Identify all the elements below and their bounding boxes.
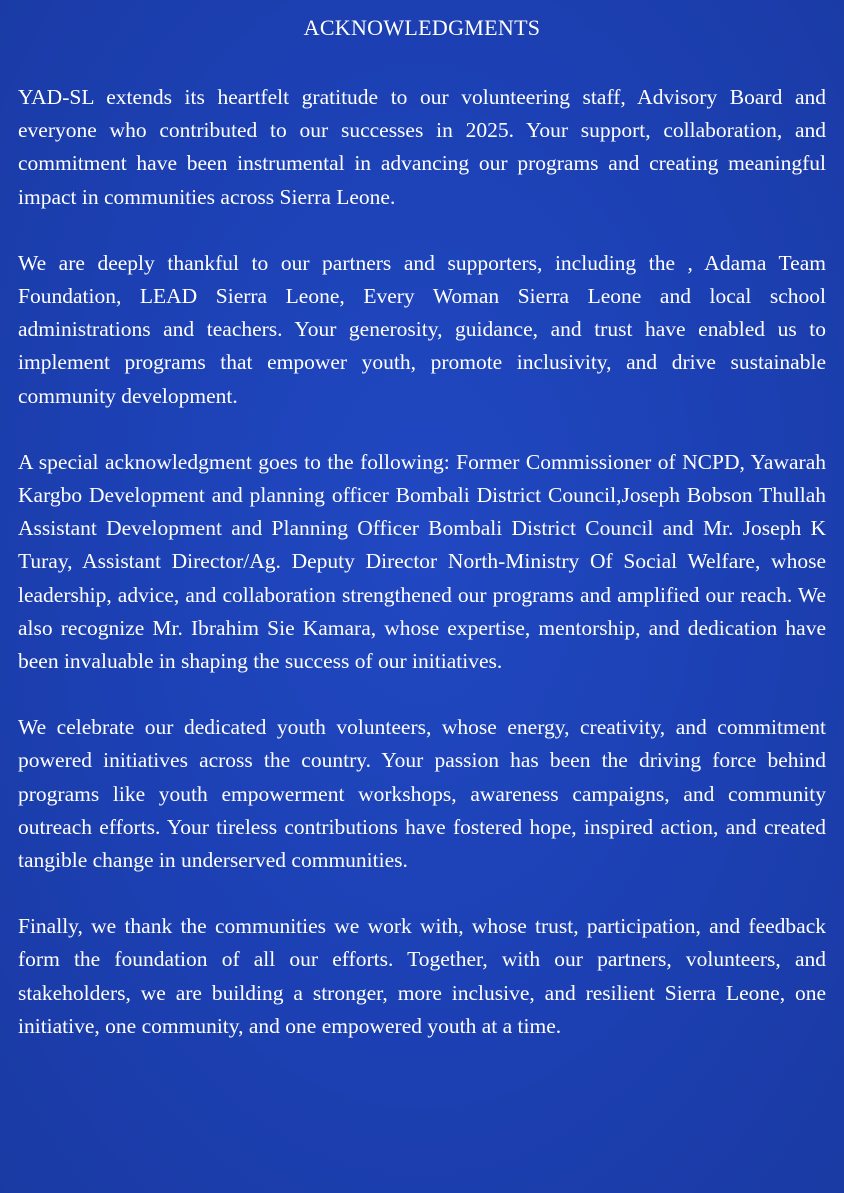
paragraph-gratitude: YAD-SL extends its heartfelt gratitude to our volunteering staff, Advisory Board and everyone who contributed to our successes in 2025. Your support, collaboration, and commitment have been instrumental in advancing our programs and creating meaningful impact in communities across Sierra Leone. [18, 85, 826, 209]
paragraph-communities: Finally, we thank the communities we work with, whose trust, participation, and feedback form the foundation of all our efforts. Together, with our partners, volunteers, and stakeholders, we are building a stronger, more inclusive, and resilient Sierra Leone, one initiative, one community, and one empowered youth at a time. [18, 914, 826, 1038]
paragraph-partners: We are deeply thankful to our partners and supporters, including the , Adama Team Foundation, LEAD Sierra Leone, Every Woman Sierra Leone and local school administrations and teachers. Your generosity, guidance, and trust have enabled us to implement programs that empower youth, promote inclusivity, and drive sustainable community development. [18, 250, 826, 408]
paragraph-volunteers: We celebrate our dedicated youth volunteers, whose energy, creativity, and commitment powered initiatives across the country. Your passion has been the driving force behind programs like youth empowerment workshops, awareness campaigns, and community outreach efforts. Your tireless contributions have fostered hope, inspired action, and created tangible change in underserved communities. [18, 715, 826, 873]
page-title: ACKNOWLEDGMENTS [303, 15, 541, 40]
paragraph-special-acknowledgment: A special acknowledgment goes to the following: Former Commissioner of NCPD, Yawarah Kargbo Development and planning officer Bombali District Council,Joseph Bobson Thullah Assistant Development and Planning Officer Bombali District Council and Mr. Joseph K Turay, Assistant Director/Ag. Deputy Director North-Ministry Of Social Welfare, whose leadership, advice, and collaboration strengthened our programs and amplified our reach. We also recognize Mr. Ibrahim Sie Kamara, whose expertise, mentorship, and dedication have been invaluable in shaping the success of our initiatives. [18, 449, 826, 674]
